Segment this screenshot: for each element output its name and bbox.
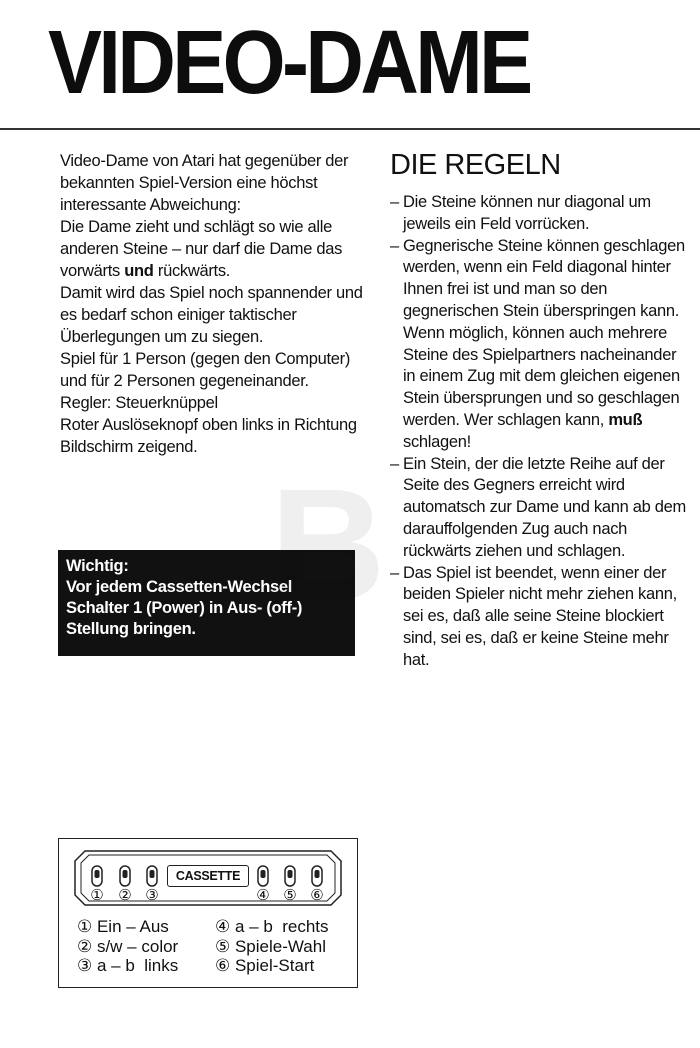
- switch-number-3: ③: [145, 887, 159, 904]
- legend-row: [77, 956, 357, 976]
- legend-item: ⑤ Spiele-Wahl: [215, 936, 326, 956]
- switch-4-icon: [257, 865, 269, 887]
- intro-paragraph: Damit wird das Spiel noch spannender und es bedarf schon einiger taktischer Überlegungen um zu siegen.: [60, 284, 363, 346]
- legend-item: ⑥ Spiel-Start: [215, 956, 315, 975]
- intro-paragraph: Spiel für 1 Person (gegen den Computer) und für 2 Personen gegeneinander.: [60, 350, 351, 390]
- intro-paragraph: Die Dame zieht und schlägt so wie alle anderen Steine – nur darf die Dame das vorwärts und rückwärts.: [60, 218, 343, 280]
- switch-2-icon: [119, 865, 131, 887]
- legend-row: [77, 917, 357, 937]
- switch-legend: [77, 917, 357, 976]
- legend-row: [77, 937, 357, 957]
- rules-heading: DIE REGELN: [390, 149, 561, 181]
- legend-item: ② s/w – color: [77, 936, 179, 956]
- switch-1-icon: [91, 865, 103, 887]
- switch-number-2: ②: [118, 887, 132, 904]
- warning-box: [58, 550, 355, 656]
- list-dash: –: [390, 563, 399, 582]
- legend-item: ④ a – b rechts: [215, 917, 329, 936]
- switch-5-icon: [284, 865, 296, 887]
- switch-number-5: ⑤: [283, 887, 297, 904]
- svg-text:B: B: [270, 455, 386, 634]
- rules-column: [390, 148, 690, 672]
- switch-number-6: ⑥: [310, 887, 324, 904]
- page-title: VIDEO-DAME: [48, 13, 530, 113]
- cassette-slot-label: CASSETTE: [167, 865, 249, 887]
- rules-list: [390, 192, 690, 672]
- list-dash: –: [390, 193, 399, 211]
- emphasis-muss: muß: [608, 410, 643, 429]
- intro-paragraph: Video-Dame von Atari hat gegenüber der bekannten Spiel-Version eine höchst interessante Abweichung:: [60, 152, 349, 214]
- list-dash: –: [390, 454, 399, 473]
- switch-number-4: ④: [256, 887, 270, 904]
- rule-item: – Gegnerische Steine können geschlagen werden, wenn ein Feld diagonal hinter Ihnen frei ist und man so den gegnerischen Stein überspringen kann. Wenn möglich, können auch mehrere Steine des Spielpartners nacheinander in einem Zug mit dem gleichen eigenen Stein übersprungen und so geschlagen werden. Wer schlagen kann, muß schlagen!: [390, 236, 685, 451]
- intro-column: [60, 150, 365, 458]
- title-divider: [0, 128, 700, 130]
- rule-item: – Das Spiel ist beendet, wenn einer der beiden Spieler nicht mehr ziehen kann, sei es, daß alle seine Steine blockiert sind, sei es, daß er keine Steine mehr hat.: [390, 563, 677, 669]
- console-diagram-box: [58, 838, 358, 988]
- switch-3-icon: [146, 865, 158, 887]
- warning-heading: Wichtig:: [66, 557, 129, 575]
- rule-item: – Ein Stein, der die letzte Reihe auf der Seite des Gegners erreicht wird automatsch zur Dame und kann ab dem darauffolgenden Zug auch nach rückwärts ziehen und schlagen.: [390, 454, 686, 560]
- legend-item: ① Ein – Aus: [77, 917, 169, 936]
- console-panel: [71, 849, 345, 907]
- legend-item: ③ a – b links: [77, 956, 179, 975]
- warning-text: Vor jedem Cassetten-Wechsel Schalter 1 (Power) in Aus- (off-) Stellung bringen.: [66, 578, 303, 638]
- intro-paragraph: Roter Auslöseknopf oben links in Richtung Bildschirm zeigend.: [60, 416, 357, 456]
- emphasis-und: und: [124, 262, 154, 280]
- intro-paragraph: Regler: Steuerknüppel: [60, 394, 218, 412]
- switch-6-icon: [311, 865, 323, 887]
- list-dash: –: [390, 236, 399, 255]
- switch-number-1: ①: [90, 887, 104, 904]
- rule-item: – Die Steine können nur diagonal um jeweils ein Feld vorrücken.: [390, 193, 651, 233]
